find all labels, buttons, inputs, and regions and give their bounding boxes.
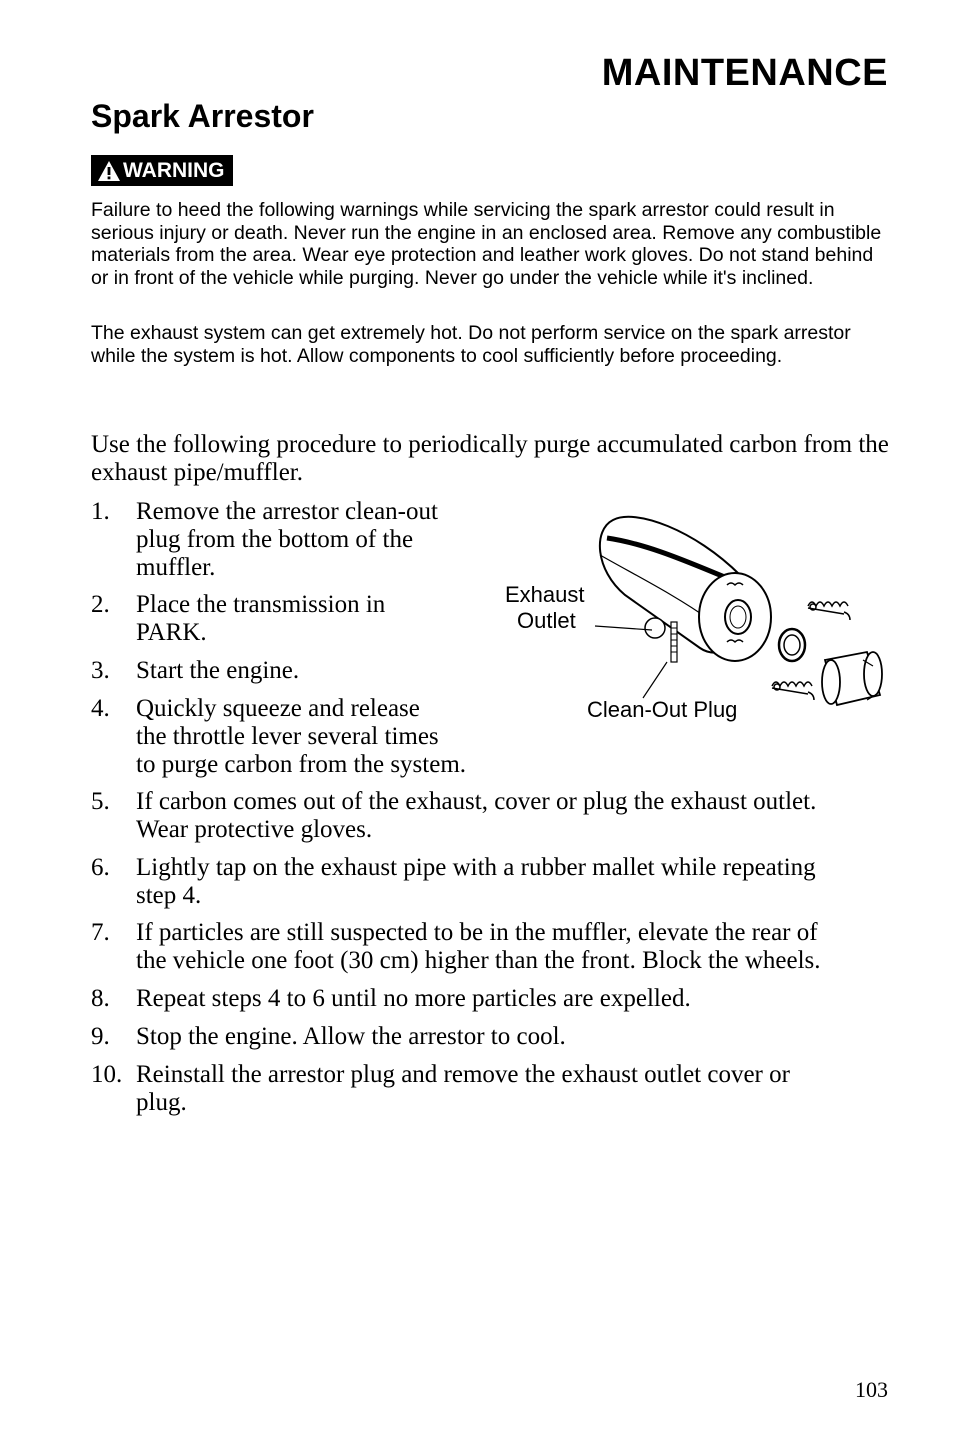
step-text: the throttle lever several times xyxy=(136,723,439,750)
step-number: 4. xyxy=(91,695,110,722)
section-header: MAINTENANCE xyxy=(601,52,888,94)
step-text: plug. xyxy=(136,1089,187,1116)
step-number: 9. xyxy=(91,1023,110,1050)
exhaust-outlet-label: Outlet xyxy=(517,608,576,633)
step-number: 3. xyxy=(91,657,110,684)
step-text: Quickly squeeze and release xyxy=(136,695,420,722)
step-number: 1. xyxy=(91,498,110,525)
warning-paragraph: Failure to heed the following warnings while servicing the spark arrestor could result in serious injury or death. Never run the engine in an enclosed area. Remove any combustible materials from the area. Wear eye protection and leather work gloves. Do not stand behind or in front of the vehicle while purging. Never go under the vehicle while it's inclined. xyxy=(91,199,882,289)
step-text: Place the transmission in xyxy=(136,591,386,618)
step-text: plug from the bottom of the xyxy=(136,526,414,553)
step-text: to purge carbon from the system. xyxy=(136,751,467,778)
step-text: step 4. xyxy=(136,882,202,909)
step-number: 8. xyxy=(91,985,110,1012)
page-title: Spark Arrestor xyxy=(91,98,314,134)
step-number: 7. xyxy=(91,919,110,946)
muffler-illustration xyxy=(495,500,895,730)
warning-triangle-icon xyxy=(97,160,121,182)
step-text: If carbon comes out of the exhaust, cover or plug the exhaust outlet. xyxy=(136,788,817,815)
step-text: Start the engine. xyxy=(136,657,300,684)
step-number: 6. xyxy=(91,854,110,881)
step-text: Lightly tap on the exhaust pipe with a rubber mallet while repeating xyxy=(136,854,816,881)
step-text: Repeat steps 4 to 6 until no more particles are expelled. xyxy=(136,985,691,1012)
step-number: 5. xyxy=(91,788,110,815)
step-text: If particles are still suspected to be in the muffler, elevate the rear of xyxy=(136,919,818,946)
intro-paragraph: Use the following procedure to periodically purge accumulated carbon from the exhaust pipe/muffler. xyxy=(91,431,889,486)
step-text: PARK. xyxy=(136,619,207,646)
step-number: 10. xyxy=(91,1061,123,1088)
warning-label: WARNING xyxy=(123,158,225,182)
page-number: 103 xyxy=(855,1377,888,1402)
step-text: the vehicle one foot (30 cm) higher than the front. Block the wheels. xyxy=(136,947,821,974)
exhaust-outlet-label: Exhaust xyxy=(505,582,585,607)
warning-badge xyxy=(91,155,233,186)
warning-paragraph: The exhaust system can get extremely hot. Do not perform service on the spark arrestor while the system is hot. Allow components to cool sufficiently before proceeding. xyxy=(91,322,851,367)
step-number: 2. xyxy=(91,591,110,618)
step-text: muffler. xyxy=(136,554,216,581)
clean-out-plug-label: Clean-Out Plug xyxy=(587,697,738,722)
step-text: Remove the arrestor clean-out xyxy=(136,498,438,525)
step-text: Reinstall the arrestor plug and remove the exhaust outlet cover or xyxy=(136,1061,790,1088)
step-text: Wear protective gloves. xyxy=(136,816,373,843)
step-text: Stop the engine. Allow the arrestor to cool. xyxy=(136,1023,566,1050)
